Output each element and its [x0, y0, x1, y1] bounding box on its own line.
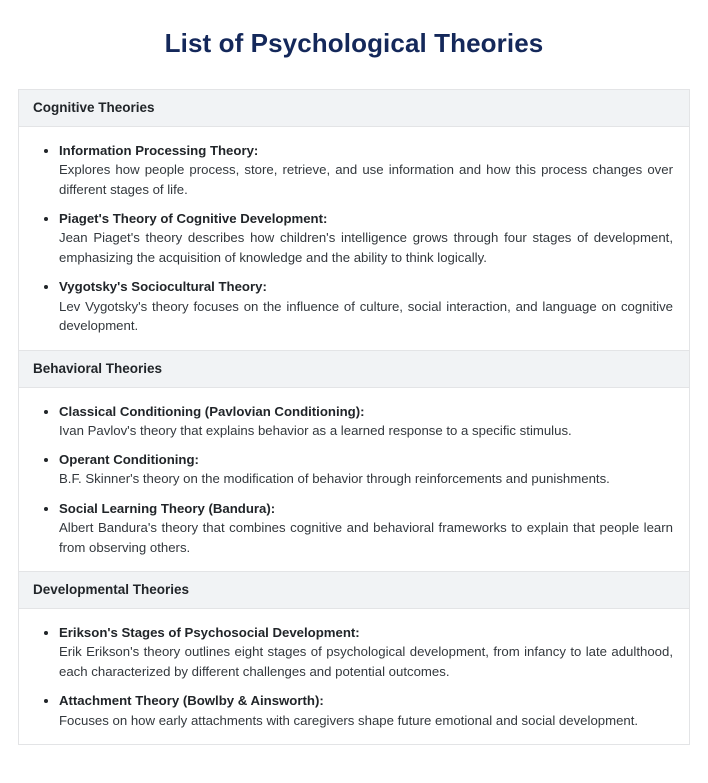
document-page — [0, 28, 708, 745]
theory-name: • Classical Conditioning (Pavlovian Conditioning): — [59, 403, 365, 419]
theory-list — [33, 141, 675, 336]
theory-list — [33, 623, 675, 730]
list-item — [59, 691, 675, 730]
page-title: List of Psychological Theories — [164, 28, 544, 58]
theory-description: B.F. Skinner's theory on the modification of behavior through reinforcements and punishments. — [59, 471, 610, 487]
section-body — [19, 609, 689, 744]
theory-name: • Erikson's Stages of Psychosocial Development: — [59, 625, 360, 641]
list-item — [59, 277, 675, 335]
list-item — [59, 141, 675, 199]
theory-name: • Operant Conditioning: — [59, 452, 199, 468]
theory-name: • Piaget's Theory of Cognitive Development: — [59, 211, 328, 227]
section-heading: Developmental Theories — [19, 572, 689, 609]
list-item — [59, 450, 675, 489]
theory-list — [33, 402, 675, 558]
section-body — [19, 388, 689, 572]
section-behavioral-theories — [18, 350, 690, 572]
list-item — [59, 499, 675, 557]
theory-name: • Social Learning Theory (Bandura): — [59, 500, 276, 516]
theory-description: Focuses on how early attachments with caregivers shape future emotional and social development. — [59, 712, 639, 728]
section-developmental-theories — [18, 571, 690, 745]
section-heading: Cognitive Theories — [19, 90, 689, 127]
theory-name: • Information Processing Theory: — [59, 143, 259, 158]
list-item — [59, 209, 675, 267]
section-body — [19, 127, 689, 350]
theory-description: Explores how people process, store, retrieve, and use information and how this process changes over different stages of life. — [59, 162, 673, 197]
theory-description: Erik Erikson's theory outlines eight stages of psychological development, from infancy to late adulthood, each characterized by different challenges and potential outcomes. — [59, 644, 673, 679]
theory-description: Albert Bandura's theory that combines cognitive and behavioral frameworks to explain that people learn from observing others. — [59, 520, 673, 555]
theory-description: Jean Piaget's theory describes how children's intelligence grows through four stages of development, emphasizing the acquisition of knowledge and the ability to think logically. — [59, 230, 673, 265]
theory-description: Lev Vygotsky's theory focuses on the influence of culture, social interaction, and language on cognitive development. — [59, 298, 673, 334]
theory-description: Ivan Pavlov's theory that explains behavior as a learned response to a specific stimulus. — [59, 422, 572, 438]
section-heading: Behavioral Theories — [19, 351, 689, 388]
theory-name: • Vygotsky's Sociocultural Theory: — [59, 279, 267, 295]
list-item — [59, 623, 675, 681]
list-item — [59, 402, 675, 441]
section-cognitive-theories — [18, 89, 690, 350]
theory-name: • Attachment Theory (Bowlby & Ainsworth): — [59, 693, 324, 709]
